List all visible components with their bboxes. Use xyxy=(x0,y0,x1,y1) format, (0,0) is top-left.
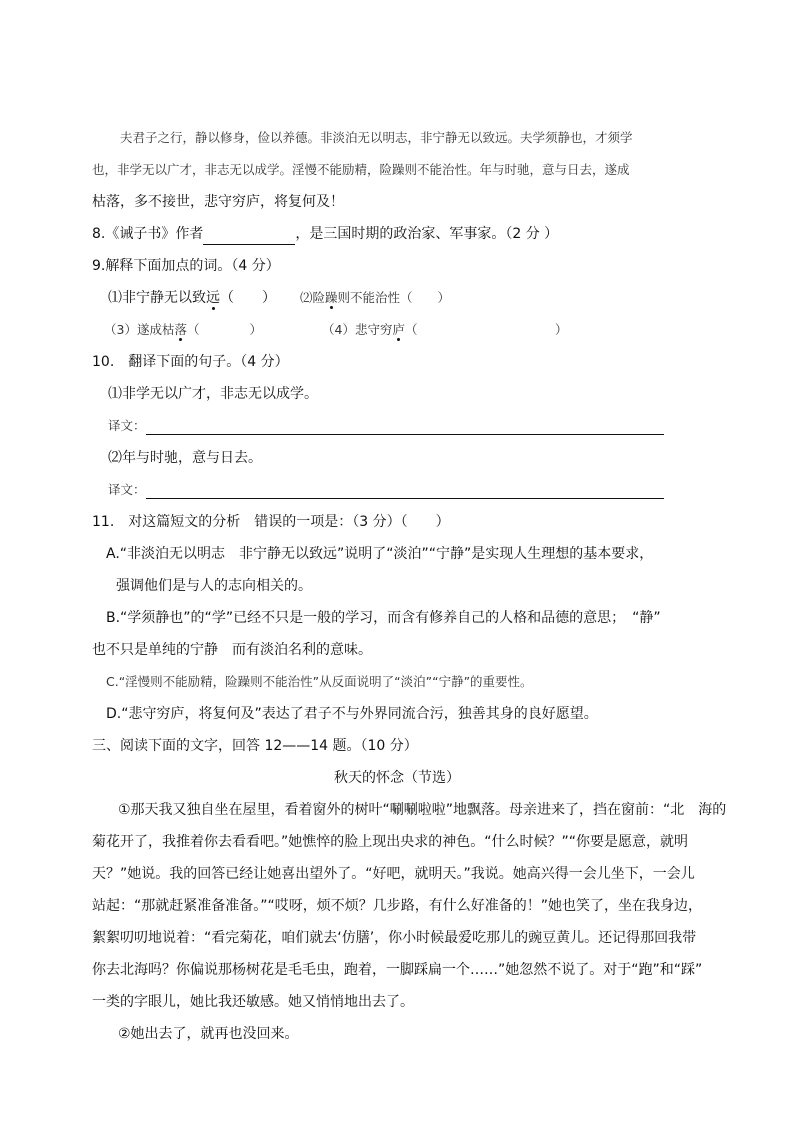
q10-translation-line-1[interactable] xyxy=(146,434,664,435)
q9-item-4-blank[interactable]: （ ） xyxy=(404,322,568,337)
q9-item-2-dotted-word: 躁 xyxy=(325,290,338,305)
q11-option-d: D.“悲守穷庐，将复何及”表达了君子不与外界同流合污，独善其身的良好愿望。 xyxy=(106,706,598,722)
reading-p1-line-6: 你去北海吗？你偏说那杨树花是毛毛虫，跑着，一脚踩扁一个……”她忽然不说了。对于“跑”和“踩” xyxy=(92,962,703,978)
section-3-heading: 三、阅读下面的文字，回答 12——14 题。（10 分） xyxy=(92,738,418,754)
reading-p1-line-5: 絮絮叨叨地说着：“看完菊花，咱们就去‘仿膳’，你小时候最爱吃那儿的豌豆黄儿。还记得那回我带 xyxy=(92,930,697,946)
q9-item-1-text: ⑴非宁静无以致 xyxy=(108,290,206,306)
q9-item-4-text: （4）悲守穷 xyxy=(322,322,393,337)
q10-sentence-2: ⑵年与时驰，意与日去。 xyxy=(108,450,262,466)
q9-item-1-blank[interactable]: （ ） xyxy=(220,290,276,306)
q10-sentence-1: ⑴非学无以广才，非志无以成学。 xyxy=(108,386,318,402)
reading-p1-line-7: 一类的字眼儿，她比我还敏感。她又悄悄地出去了。 xyxy=(92,994,414,1010)
q9-item-2-text: ⑵险 xyxy=(300,290,326,305)
question-9-stem: 9.解释下面加点的词。（4 分） xyxy=(92,258,280,274)
q8-answer-blank[interactable] xyxy=(203,224,295,245)
q9-item-3-dotted-word: 落 xyxy=(174,322,187,337)
q9-item-3 xyxy=(104,320,262,340)
reading-title: 秋天的怀念（节选） xyxy=(334,770,460,786)
question-11-stem: 11. 对这篇短文的分析 错误的一项是：（3 分）（ ） xyxy=(92,514,450,530)
question-10-stem: 10. 翻译下面的句子。（4 分） xyxy=(92,354,289,370)
q10-translation-label-1: 译文： xyxy=(108,418,146,433)
q9-item-2 xyxy=(300,288,450,308)
q9-item-2-blank[interactable]: 则不能治性（ ） xyxy=(337,290,451,305)
q11-option-b-line-1: B.“学须静也”的“学”已经不只是一般的学习，而含有修养自己的人格和品德的意思； “静” xyxy=(106,610,661,626)
q9-item-4 xyxy=(322,320,567,340)
q9-item-3-blank[interactable]: （ ） xyxy=(186,322,262,337)
reading-p1-line-3: 天？”她说。我的回答已经让她喜出望外了。“好吧，就明天。”我说。她高兴得一会儿坐下，一会儿 xyxy=(92,866,695,882)
q11-option-b-line-2: 也不只是单纯的宁静 而有淡泊名利的意味。 xyxy=(92,642,372,658)
q10-translation-label-2: 译文： xyxy=(108,482,146,497)
passage-line-3: 枯落，多不接世，悲守穷庐，将复何及！ xyxy=(92,194,344,210)
q11-option-a-line-2: 强调他们是与人的志向相关的。 xyxy=(116,578,312,594)
reading-p1-line-1: ①那天我又独自坐在屋里，看着窗外的树叶“唰唰啦啦”地飘落。母亲进来了，挡在窗前：“北 海的 xyxy=(118,802,727,818)
q9-item-1-dotted-word: 远 xyxy=(206,290,220,306)
question-8 xyxy=(92,224,558,245)
q9-item-3-text: （3）遂成枯 xyxy=(104,322,175,337)
q8-prefix: 8.《诫子书》作者 xyxy=(92,226,204,242)
q11-option-a-line-1: A.“非淡泊无以明志 非宁静无以致远”说明了“淡泊”“宁静”是实现人生理想的基本要求， xyxy=(106,546,654,562)
q9-item-4-dotted-word: 庐 xyxy=(392,322,405,337)
q11-option-c: C.“淫慢则不能励精，险躁则不能治性”从反面说明了“淡泊”“宁静”的重要性。 xyxy=(106,674,533,689)
q8-suffix: ，是三国时期的政治家、军事家。（2 分 ） xyxy=(295,226,559,242)
passage-line-2: 也，非学无以广才，非志无以成学。淫慢不能励精，险躁则不能治性。年与时驰，意与日去，遂成 xyxy=(92,162,630,177)
passage-line-1: 夫君子之行，静以修身，俭以养德。非淡泊无以明志，非宁静无以致远。夫学须静也，才须学 xyxy=(120,130,633,145)
reading-p2: ②她出去了，就再也没回来。 xyxy=(118,1026,299,1042)
q10-translation-line-2[interactable] xyxy=(146,498,664,499)
q9-item-1 xyxy=(108,288,276,308)
reading-p1-line-4: 站起：“那就赶紧准备准备。”“哎呀，烦不烦？几步路，有什么好准备的！”她也笑了，坐在我身边， xyxy=(92,898,703,914)
reading-p1-line-2: 菊花开了，我推着你去看看吧。”她憔悴的脸上现出央求的神色。“什么时候？”“你要是愿意，就明 xyxy=(92,834,689,850)
